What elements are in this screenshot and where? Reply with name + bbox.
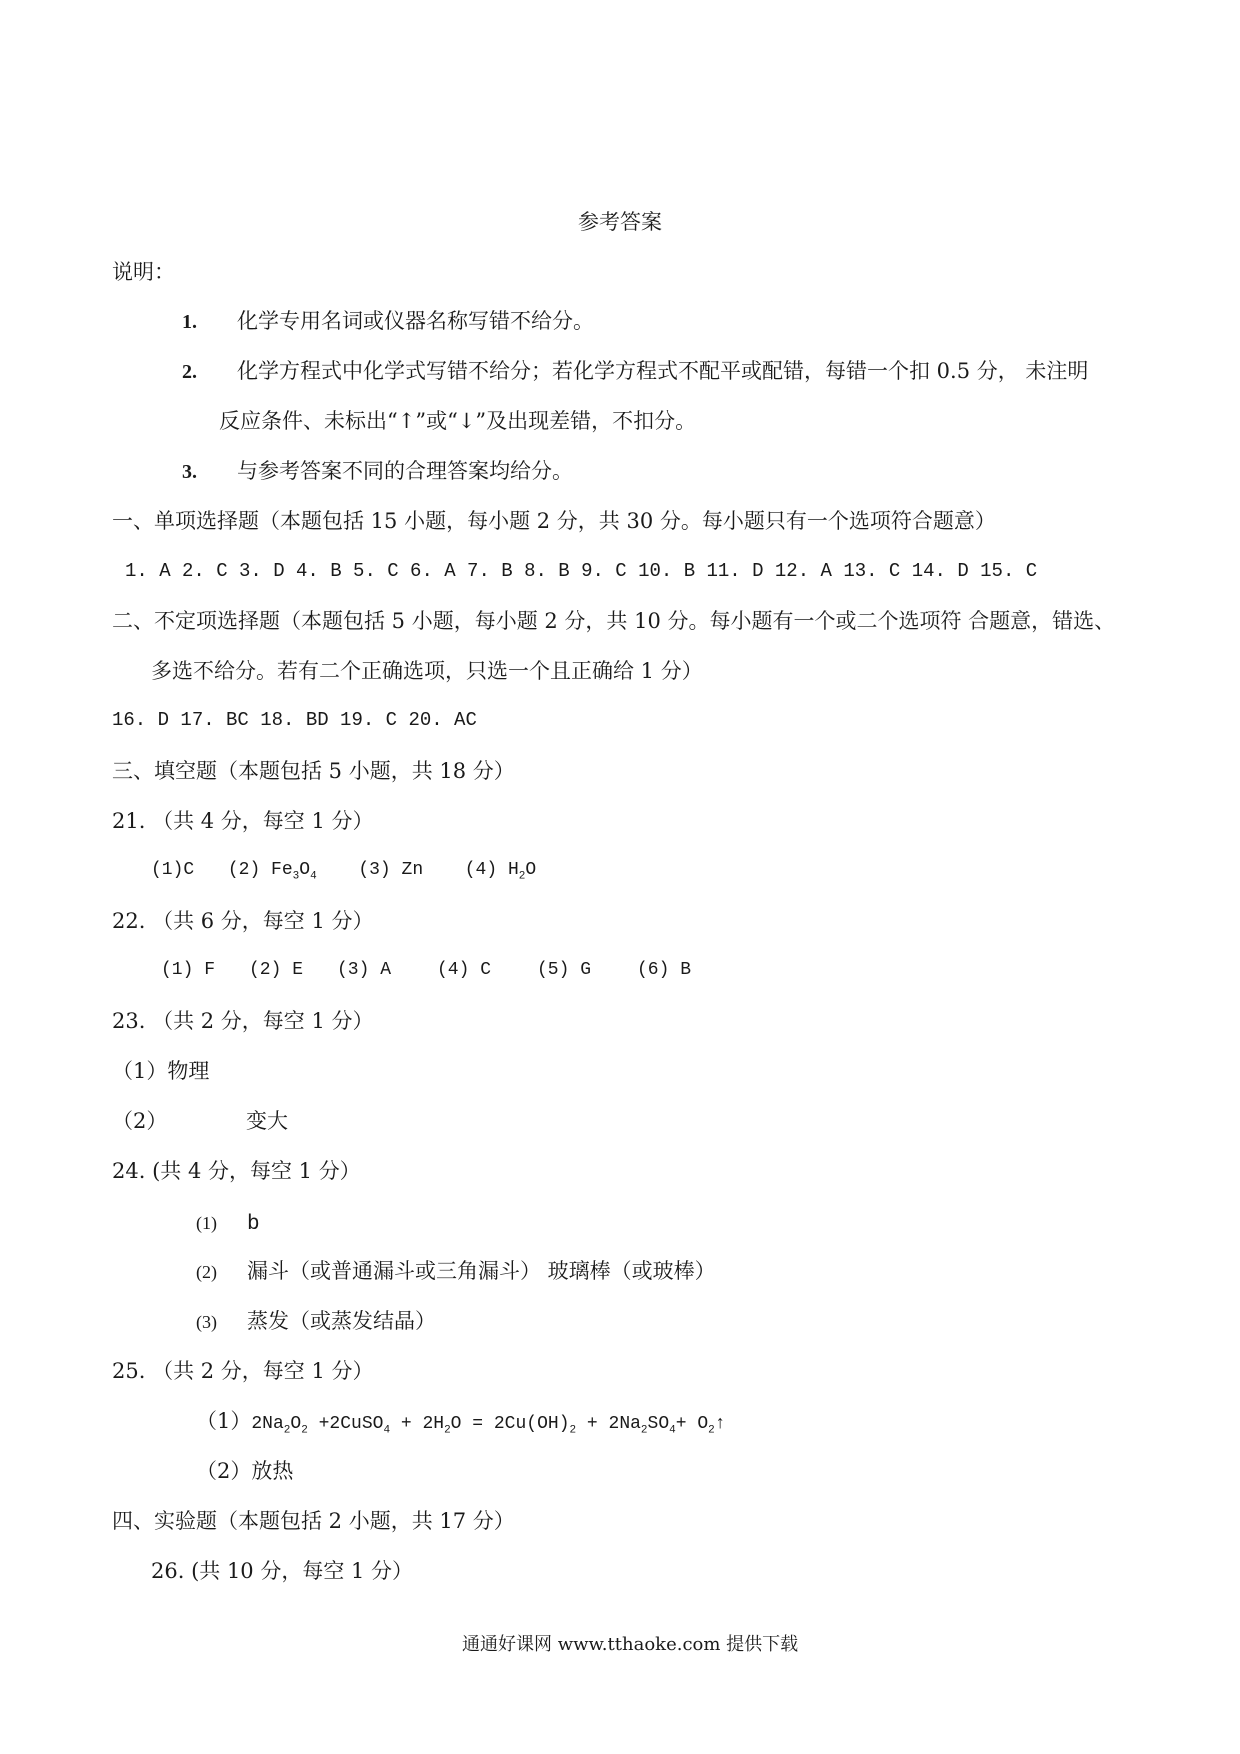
q24-item-text: 蒸发（或蒸发结晶） [247,1309,436,1333]
q22-answer: (3) A [337,960,392,980]
notes-heading: 说明： [112,260,175,284]
q23-answer-1: （1）物理 [112,1059,210,1083]
q21-answer-4: (4) $H_2O$ [464,860,537,883]
q24-item-number: (2) [196,1262,217,1282]
q24-item-3 [196,1311,436,1332]
note-text: 化学专用名词或仪器名称写错不给分。 [237,309,594,333]
q23-heading: 23. （共 2 分，每空 1 分） [112,1009,374,1033]
q21-answer-2: (2) $Fe_3O_4$ [227,860,317,883]
q24-item-number: (1) [196,1213,217,1233]
q22-heading: 22. （共 6 分，每空 1 分） [112,909,374,933]
note-item-2 [182,361,1088,382]
section-1-heading: 一、单项选择题（本题包括 15 小题，每小题 2 分，共 30 分。每小题只有一个选项符合题意） [112,509,996,533]
q24-item-number: (3) [196,1312,217,1332]
note-text: 与参考答案不同的合理答案均给分。 [237,459,573,483]
note-number: 1. [182,311,197,333]
note-item-2-continued: 反应条件、未标出“↑”或“↓”及出现差错，不扣分。 [219,409,697,433]
q26-heading: 26. (共 10 分，每空 1 分） [151,1559,414,1583]
q24-item-1 [196,1212,260,1235]
note-item-1 [182,311,594,332]
q22-answer: (1) F [161,960,216,980]
q21-answer-3: (3) Zn [358,860,424,880]
q23-answer-2-text: 变大 [246,1109,288,1133]
section-2-answers: 16. D 17. BC 18. BD 19. C 20. AC [112,709,477,731]
q21-heading: 21. （共 4 分，每空 1 分） [112,809,374,833]
q22-answer: (4) C [437,960,492,980]
note-text: 化学方程式中化学式写错不给分；若化学方程式不配平或配错，每错一个扣 0.5 分， 未注明 [237,359,1089,383]
q22-answer: (5) G [537,960,592,980]
note-number: 2. [182,361,197,383]
q22-answers [161,961,691,979]
q25-heading: 25. （共 2 分，每空 1 分） [112,1359,374,1383]
q25-equation-number: （1） [196,1409,252,1433]
section-1-answers: 1. A 2. C 3. D 4. B 5. C 6. A 7. B 8. B 9. C 10. B 11. D 12. A 13. C 14. D 15. C [125,560,1038,582]
section-4-heading: 四、实验题（本题包括 2 小题，共 17 分） [112,1509,515,1533]
page-title: 参考答案 [578,210,662,234]
section-2-heading-continued: 多选不给分。若有二个正确选项，只选一个且正确给 1 分） [151,659,703,683]
q24-heading: 24. (共 4 分，每空 1 分） [112,1159,361,1183]
q24-item-text: b [247,1213,260,1236]
q25-equation [196,1411,726,1437]
note-number: 3. [182,461,197,483]
q24-item-text: 漏斗（或普通漏斗或三角漏斗） 玻璃棒（或玻棒） [247,1259,716,1283]
section-2-heading: 二、不定项选择题（本题包括 5 小题，每小题 2 分，共 10 分。每小题有一个或二个选项符 合题意，错选、 [112,609,1116,633]
q23-answer-2 [112,1111,288,1132]
q22-answer: (6) B [637,960,692,980]
q24-item-2 [196,1261,716,1282]
page-footer: 通通好课网 www.tthaoke.com 提供下载 [462,1634,799,1655]
q22-answer: (2) E [249,960,304,980]
q25-answer-2: （2）放热 [196,1459,294,1483]
note-item-3 [182,461,573,482]
q21-answers [151,861,536,883]
q21-answer-1: (1)C [151,860,195,880]
section-3-heading: 三、填空题（本题包括 5 小题，共 18 分） [112,759,515,783]
chemical-equation: $2Na_2O_2$ +2CuSO$_4$ + $2H_2O = 2Cu(OH)_2 + 2Na_2SO_4+$ $O_2↑$ [251,1414,726,1437]
q23-answer-2-number: （2） [112,1109,168,1133]
